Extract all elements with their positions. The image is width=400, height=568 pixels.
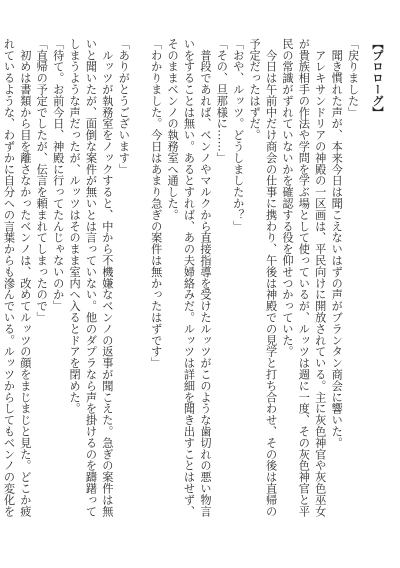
paragraph-2: 「ありがとうございます」 ルッツが執務室をノックすると、中から不機嫌なベンノの返事が聞こえた。急ぎの案件は無いと聞いたが、面倒な案件が無いとは言っていない。他のダプラなら声を掛けるのを躊躇ってしまうような声だったが、ルッツはそのまま室内へ入るとドアを閉めた。 「待て。お前今日、神殿に行ってたんじゃないのか」 「直帰の予定でしたが、伝言を頼まれてしまったので」 初めは書類から目を離さなかったベンノは、改めてルッツの顔をまじまじと見た。どこか疲れているような、わずかに自分への言葉からも滲んでいる。ルッツからしてもベンノの変化を bbox=[2, 38, 131, 517]
chapter-title: 【プロローグ】 bbox=[371, 38, 385, 118]
vertical-text-body bbox=[2, 38, 386, 526]
paragraph-1: 「戻りました」 聞き慣れた声が、本来今日は聞こえないはずの声がブランタン商会に響いた。 アレキサンドリアの神殿の一区画は、平民向けに開放されている。主に灰色神官や灰色巫女が貴族相手の作法や学問を学ぶ場として使っているが、ルッツは週に一度、その灰色神官と平民の常識がずれていないかを確認する役を仰せつかっていた。 今日は午前中だけ商会の仕事に携わり、午後は神殿での見学と打ち合わせ、その後は直帰の予定だったはずだ。 「おや、ルッツ。どうしましたか？」 「その、旦那様に……」 普段であれば、ベンノやマルクから直接指導を受けたルッツがこのような歯切れの悪い物言いをすることは無い。あるとすれば、あの夫婦絡みだ。ルッツは詳細を聞き出すことはせず、そのままベンノの執務室へ通した。 「わかりました。今日はあまり急ぎの案件は無かったはずです」 bbox=[149, 38, 360, 517]
